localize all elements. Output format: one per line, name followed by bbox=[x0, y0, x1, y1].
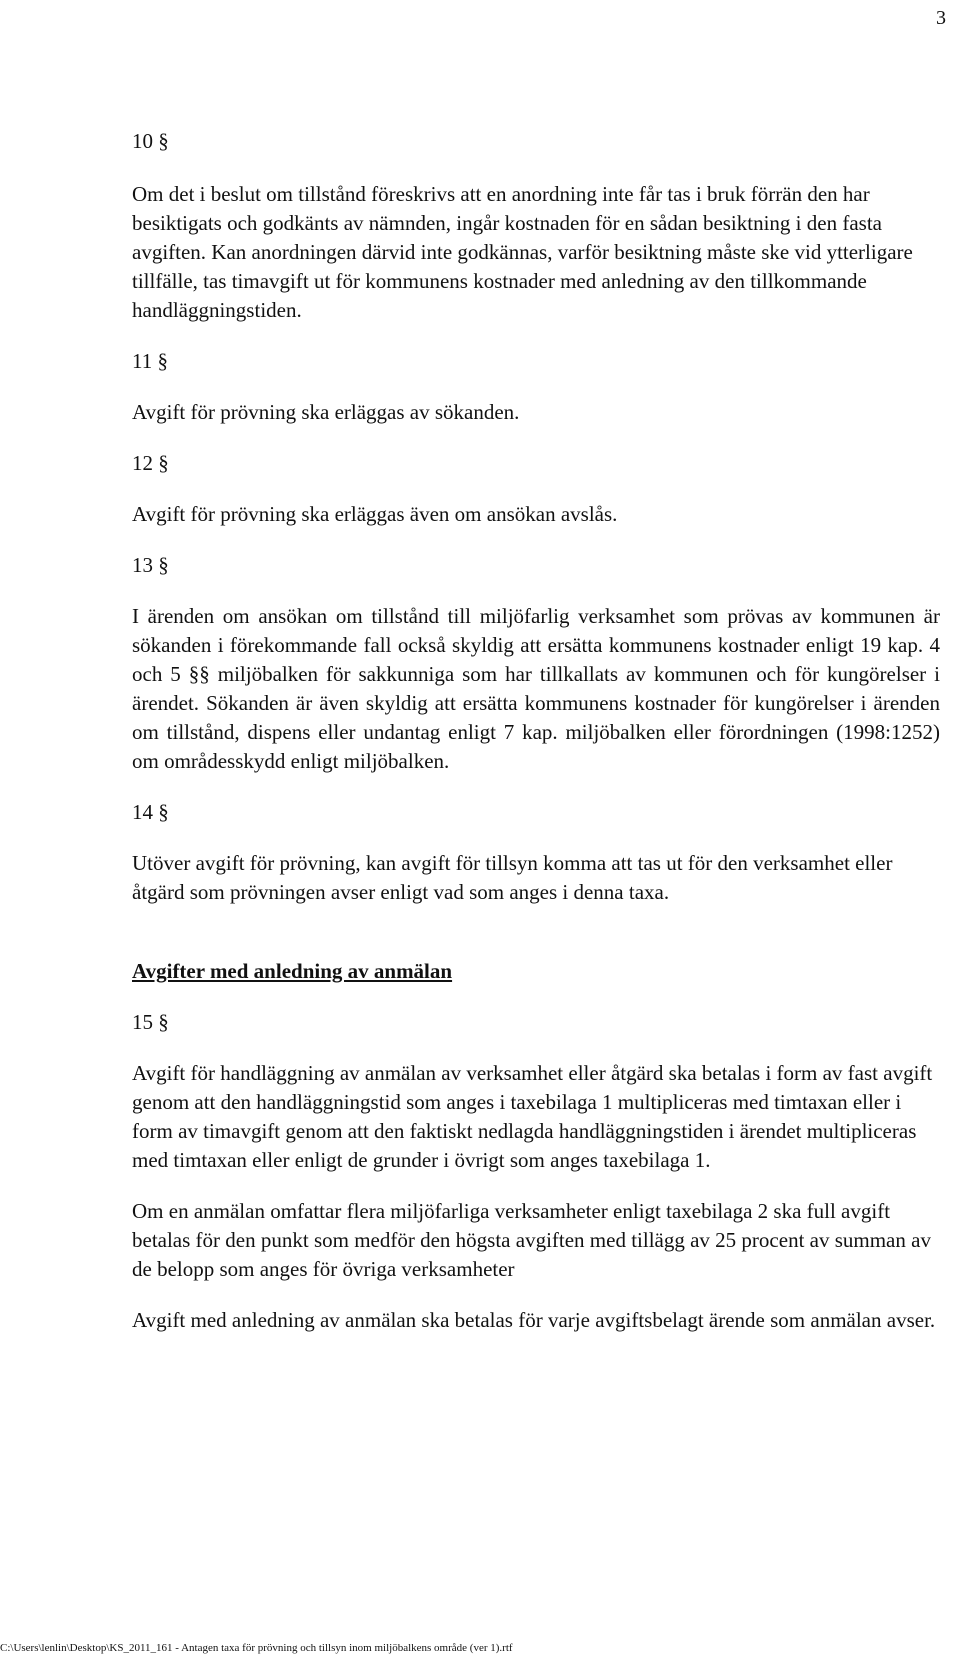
section-13-mark: 13 § bbox=[132, 553, 169, 577]
notification-fees-heading: Avgifter med anledning av anmälan bbox=[132, 959, 453, 983]
section-12-mark: 12 § bbox=[132, 451, 169, 475]
section-10-text: Om det i beslut om tillstånd föreskrivs att en anordning inte får tas i bruk förrän den har besiktigats och godkänts av nämnden, ingår kostnaden för en sådan besiktning i den fasta avgiften. Kan anordningen därvid inte godkännas, varför besiktning måste ske vid ytterligare tillfälle, tas timavgift ut för kommunens kostnader med anledning av den tillkommande handläggningstiden. bbox=[132, 182, 913, 322]
section-15-paragraph-2: Om en anmälan omfattar flera miljöfarliga verksamheter enligt taxebilaga 2 ska full avgift betalas för den punkt som medför den högsta avgiften med tillägg av 25 procent av summan av de belopp som anges för övriga verksamheter bbox=[132, 1199, 931, 1281]
section-11-text: Avgift för prövning ska erläggas av sökanden. bbox=[132, 400, 520, 424]
section-15-paragraph-3: Avgift med anledning av anmälan ska betalas för varje avgiftsbelagt ärende som anmälan avser. bbox=[132, 1308, 936, 1332]
section-15-mark: 15 § bbox=[132, 1010, 169, 1034]
section-12-text: Avgift för prövning ska erläggas även om ansökan avslås. bbox=[132, 502, 618, 526]
section-14-mark: 14 § bbox=[132, 800, 169, 824]
section-14-text: Utöver avgift för prövning, kan avgift för tillsyn komma att tas ut för den verksamhet eller åtgärd som prövningen avser enligt vad som anges i denna taxa. bbox=[132, 851, 893, 904]
section-15-paragraph-1: Avgift för handläggning av anmälan av verksamhet eller åtgärd ska betalas i form av fast avgift genom att den handläggningstid som anges i taxebilaga 1 multipliceras med timtaxan eller i form av timavgift genom att den faktiskt nedlagda handläggningstiden i ärendet multipliceras med timtaxan eller enligt de grunder i övrigt som anges taxebilaga 1. bbox=[132, 1061, 933, 1172]
section-13-text: I ärenden om ansökan om tillstånd till miljöfarlig verksamhet som prövas av kommunen är sökanden i förekommande fall också skyldig att ersätta kommunens kostnader enligt 19 kap. 4 och 5 §§ miljöbalken för sakkunniga som har tillkallats av kommunen och för kungörelser i ärendet. Sökanden är även skyldig att ersätta kommunens kostnader för kungörelser i ärenden om tillstånd, dispens eller undantag enligt 7 kap. miljöbalken eller förordningen (1998:1252) om områdesskydd enligt miljöbalken. bbox=[132, 604, 940, 773]
page-number: 3 bbox=[936, 7, 946, 29]
section-11-mark: 11 § bbox=[132, 349, 168, 373]
footer-file-path: C:\Users\lenlin\Desktop\KS_2011_161 - Antagen taxa för prövning och tillsyn inom miljöbalkens område (ver 1).rtf bbox=[0, 1642, 513, 1654]
section-10-mark: 10 § bbox=[132, 129, 169, 153]
document-body bbox=[132, 127, 940, 1335]
